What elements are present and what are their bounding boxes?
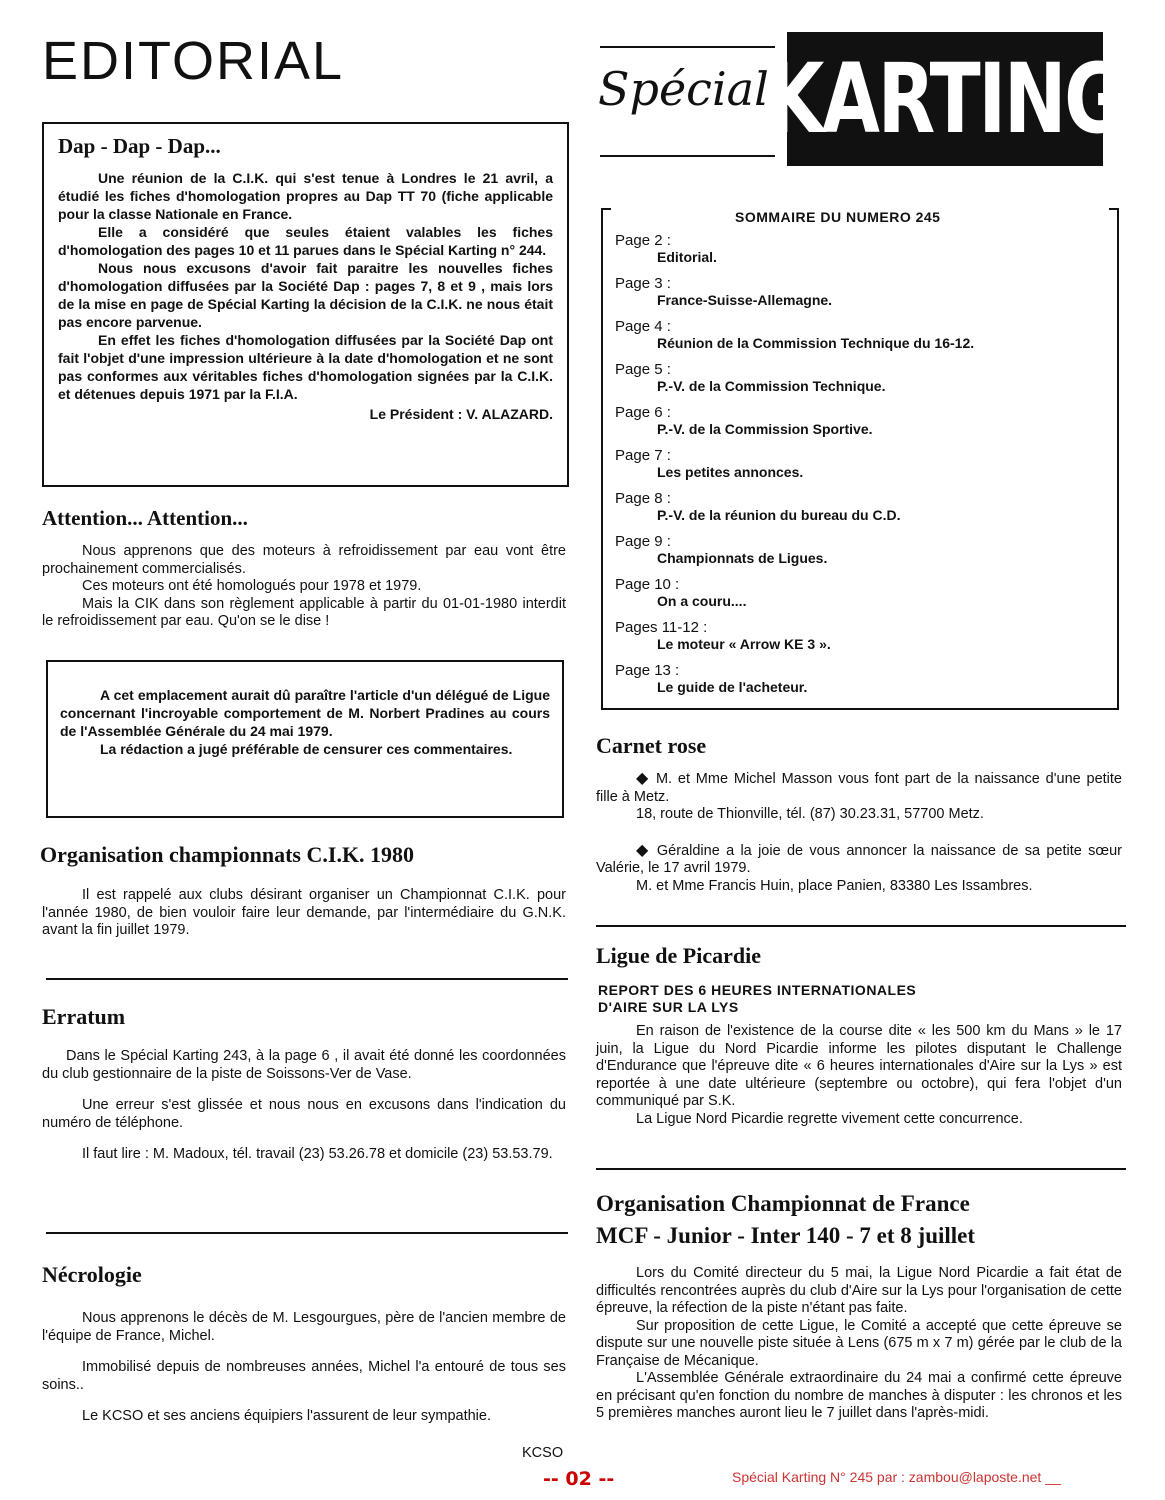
- sommaire-page-ref: Page 6 :: [615, 404, 671, 421]
- necrologie-signature: KCSO: [522, 1445, 564, 1461]
- censored-notice-body: [60, 686, 550, 758]
- france-paragraph: Sur proposition de cette Ligue, le Comité a accepté que cette épreuve se dispute sur une nouvelle piste située à Lens (675 m x 7 m) gérée par le club de la Française de Mécanique.: [596, 1317, 1122, 1369]
- sommaire-entry-title: France-Suisse-Allemagne.: [657, 292, 833, 308]
- cik-paragraph: Il est rappelé aux clubs désirant organiser un Championnat C.I.K. pour l'année 1980, de bien vouloir faire leur demande, par l'intermédiaire du G.N.K. avant la fin juillet 1979.: [42, 887, 566, 938]
- karting-logo: KARTING: [787, 32, 1103, 166]
- necrologie-body: [42, 1310, 566, 1426]
- sommaire-page-ref: Page 5 :: [615, 361, 671, 378]
- diamond-bullet-icon: ◆: [636, 770, 651, 787]
- sommaire-entry: [615, 447, 803, 480]
- page-number: -- 02 --: [543, 1468, 615, 1490]
- sommaire-page-ref: Page 7 :: [615, 447, 671, 464]
- necrologie-paragraph: Nous apprenons le décès de M. Lesgourgues, père de l'ancien membre de l'équipe de France, Michel.: [42, 1310, 566, 1344]
- erratum-paragraph: Une erreur s'est glissée et nous nous en excusons dans l'indication du numéro de téléphone.: [42, 1097, 566, 1131]
- sommaire-entry-title: Réunion de la Commission Technique du 16-12.: [657, 335, 975, 351]
- sommaire-page-ref: Page 13 :: [615, 662, 680, 679]
- sommaire-page-ref: Pages 11-12 :: [615, 619, 708, 636]
- attention-paragraph: Mais la CIK dans son règlement applicable à partir du 01-01-1980 interdit le refroidissement par eau. Qu'on se le dise !: [42, 595, 566, 629]
- sommaire-entry-title: Editorial.: [657, 249, 717, 265]
- masthead-rule-bottom: [600, 155, 775, 157]
- sommaire-entry: [615, 232, 717, 265]
- sommaire-entry: [615, 619, 831, 652]
- sommaire-entry: [615, 662, 807, 695]
- dap-paragraph: En effet les fiches d'homologation diffusées par la Société Dap ont fait l'objet d'une impression ultérieure à la date d'homologation et ne sont pas conformes aux véritables fiches d'homologation signées par la C.I.K. et détenues depuis 1971 par la F.I.A.: [58, 332, 553, 402]
- picardie-paragraph: En raison de l'existence de la course dite « les 500 km du Mans » le 17 juin, la Ligue du Nord Picardie informe les pilotes disputant le Challenge d'Endurance que l'épreuve dite « 6 heures internationales d'Aire sur la Lys » est reportée à une date ultérieure (septembre ou octobre), qui fera l'objet d'un communiqué par S.K.: [596, 1023, 1122, 1109]
- carnet-paragraph: 18, route de Thionville, tél. (87) 30.23.31, 57700 Metz.: [636, 806, 984, 822]
- dap-title: Dap - Dap - Dap...: [58, 134, 221, 158]
- attention-paragraph: Nous apprenons que des moteurs à refroidissement par eau vont être prochainement commercialisés.: [42, 543, 566, 577]
- separator: [596, 1168, 1126, 1170]
- sommaire-entry-title: Le moteur « Arrow KE 3 ».: [657, 636, 831, 652]
- erratum-title: Erratum: [42, 1004, 126, 1029]
- erratum-paragraph: Il faut lire : M. Madoux, tél. travail (23) 53.26.78 et domicile (23) 53.53.79.: [82, 1146, 553, 1162]
- masthead-rule-top: [600, 46, 775, 48]
- dap-signature: Le Président : V. ALAZARD.: [369, 406, 553, 422]
- sommaire-entry-title: P.-V. de la Commission Sportive.: [657, 421, 873, 437]
- sommaire-entry-title: P.-V. de la réunion du bureau du C.D.: [657, 507, 901, 523]
- dap-body: [58, 169, 553, 423]
- sommaire-entry: [615, 490, 900, 523]
- carnet-paragraph: Géraldine a la joie de vous annoncer la naissance de sa petite sœur Valérie, le 17 avril 1979.: [596, 842, 1122, 876]
- attention-paragraph: Ces moteurs ont été homologués pour 1978 et 1979.: [82, 578, 422, 594]
- carnet-paragraph: M. et Mme Francis Huin, place Panien, 83380 Les Issambres.: [636, 877, 1033, 894]
- separator: [46, 978, 568, 980]
- censored-notice-box: [46, 660, 564, 818]
- separator: [46, 1232, 568, 1234]
- sommaire-entry-title: Les petites annonces.: [657, 464, 804, 480]
- sommaire-entry: [615, 318, 974, 351]
- france-paragraph: L'Assemblée Générale extraordinaire du 24 mai a confirmé cette épreuve en précisant qu'en fonction du nombre de manches à disputer : les chronos et les 5 premières manches auront lieu le 7 juillet dans l'après-midi.: [596, 1370, 1122, 1421]
- picardie-paragraph: La Ligue Nord Picardie regrette vivement cette concurrence.: [636, 1110, 1023, 1127]
- necrologie-paragraph: Immobilisé depuis de nombreuses années, Michel l'a entouré de tous ses soins..: [42, 1359, 566, 1393]
- dap-paragraph: Nous nous excusons d'avoir fait paraitre les nouvelles fiches d'homologation diffusées par la Société Dap : pages 7, 8 et 9 , mais lors de la mise en page de Spécial Karting la décision de la C.I.K. ne nous était pas encore parvenue.: [58, 260, 553, 330]
- sommaire-entry: [615, 361, 885, 394]
- france-title: Organisation Championnat de France MCF - Junior - Inter 140 - 7 et 8 juillet: [596, 1191, 976, 1248]
- sommaire-title: SOMMAIRE DU NUMERO 245: [735, 209, 941, 225]
- carnet-title: Carnet rose: [596, 733, 707, 758]
- picardie-subtitle: REPORT DES 6 HEURES INTERNATIONALES D'AIRE SUR LA LYS: [598, 982, 917, 1015]
- sommaire-entry-title: Le guide de l'acheteur.: [657, 679, 808, 695]
- sommaire-entry: [615, 576, 746, 609]
- diamond-bullet-icon: ◆: [636, 841, 651, 859]
- erratum-body: [42, 1048, 566, 1164]
- france-body: [596, 1265, 1122, 1423]
- sommaire-page-ref: Page 9 :: [615, 533, 671, 550]
- attention-body: [42, 543, 566, 631]
- sommaire-page-ref: Page 10 :: [615, 576, 680, 593]
- sommaire-page-ref: Page 4 :: [615, 318, 671, 335]
- carnet-body: [596, 770, 1122, 895]
- sommaire-page-ref: Page 2 :: [615, 232, 671, 249]
- censored-paragraph: A cet emplacement aurait dû paraître l'article d'un délégué de Ligue concernant l'incroyable comportement de M. Norbert Pradines au cours de l'Assemblée Générale du 24 mai 1979.: [60, 687, 550, 739]
- attention-title: Attention... Attention...: [42, 506, 248, 530]
- dap-paragraph: Elle a considéré que seules étaient valables les fiches d'homologation des pages 10 et 11 parues dans le Spécial Karting n° 244.: [58, 224, 553, 258]
- sommaire-entry-title: On a couru....: [657, 593, 747, 609]
- picardie-body: [596, 1023, 1122, 1128]
- cik-body: [42, 887, 566, 940]
- editorial-heading: EDITORIAL: [42, 31, 345, 91]
- cik-title: Organisation championnats C.I.K. 1980: [40, 842, 415, 867]
- carnet-paragraph: M. et Mme Michel Masson vous font part de la naissance d'une petite fille à Metz.: [596, 771, 1122, 805]
- separator: [596, 925, 1126, 927]
- sommaire-page-ref: Page 8 :: [615, 490, 671, 507]
- france-paragraph: Lors du Comité directeur du 5 mai, la Ligue Nord Picardie a fait état de difficultés rencontrées auprès du club d'Aire sur la Lys pour l'organisation de cette épreuve, la réfection de la piste n'étant pas faite.: [596, 1265, 1122, 1316]
- sommaire-entry-title: Championnats de Ligues.: [657, 550, 828, 566]
- sommaire-entry-title: P.-V. de la Commission Technique.: [657, 378, 886, 394]
- sommaire-entry: [615, 404, 873, 437]
- credit-line: Spécial Karting N° 245 par : zambou@laposte.net __: [732, 1469, 1061, 1485]
- dap-paragraph: Une réunion de la C.I.K. qui s'est tenue à Londres le 21 avril, a étudié les fiches d'homologation propres au Dap TT 70 (fiche applicable pour la classe Nationale en France.: [58, 170, 553, 222]
- censored-paragraph: La rédaction a jugé préférable de censurer ces commentaires.: [100, 741, 513, 757]
- erratum-paragraph: Dans le Spécial Karting 243, à la page 6 , il avait été donné les coordonnées du club gestionnaire de la piste de Soissons-Ver de Vase.: [42, 1048, 566, 1082]
- sommaire-page-ref: Page 3 :: [615, 275, 671, 292]
- sommaire-entry: [615, 275, 832, 308]
- necrologie-paragraph: Le KCSO et ses anciens équipiers l'assurent de leur sympathie.: [82, 1408, 491, 1424]
- special-script-label: Spécial: [598, 62, 769, 116]
- sommaire-entry: [615, 533, 827, 566]
- dap-article-box: [42, 122, 569, 487]
- necrologie-title: Nécrologie: [42, 1262, 142, 1287]
- picardie-title: Ligue de Picardie: [596, 943, 761, 968]
